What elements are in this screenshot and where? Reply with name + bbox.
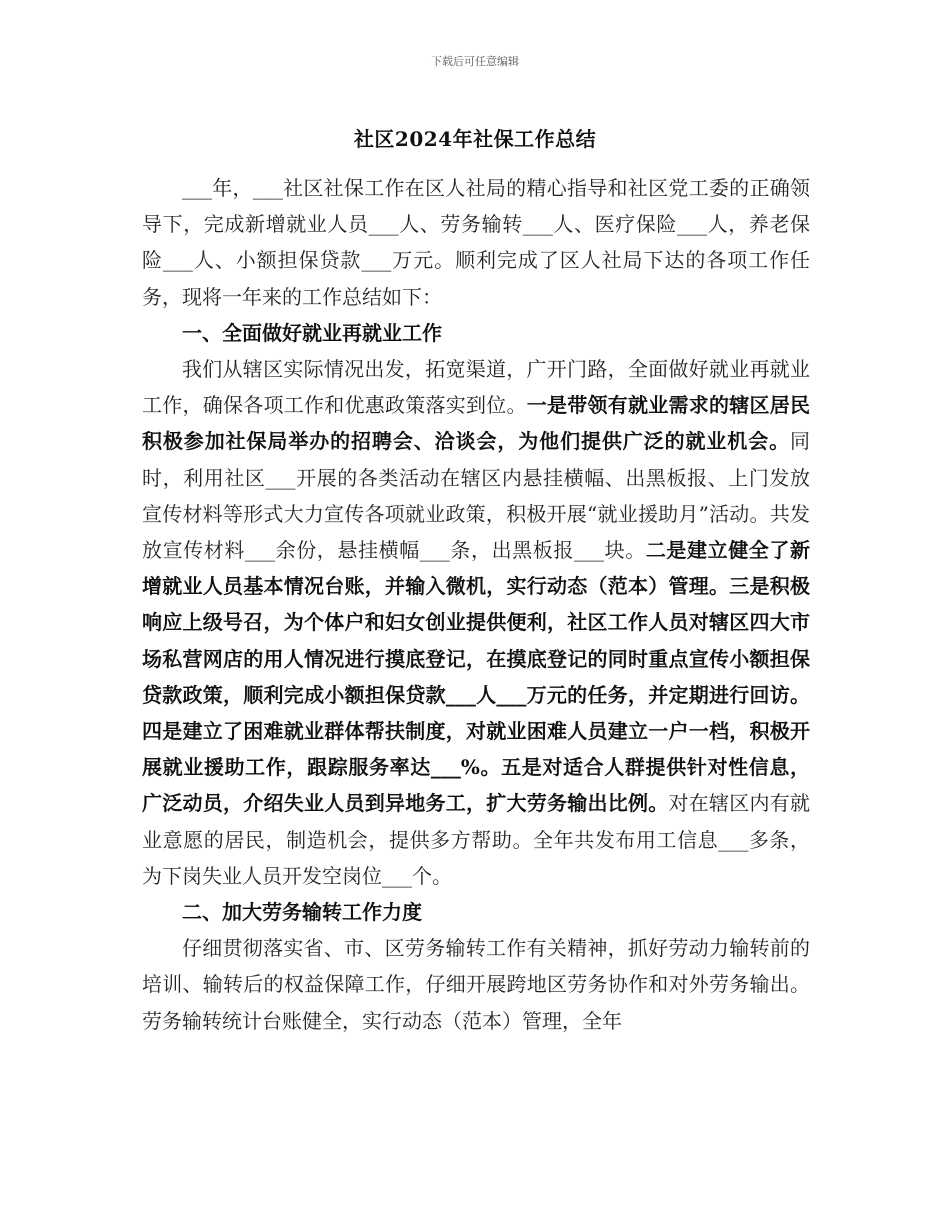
section-1-paragraph [142,351,810,894]
section-2-heading: 二、加大劳务输转工作力度 [182,900,422,925]
document-title: 社区2024年社保工作总结 [353,127,597,151]
section-1-bold-a: 一是带领有就业需求的辖区居民积极参加社保局举办的招聘会、洽谈会，为他们提供广泛的就业机会。 [142,393,810,454]
page-header-note: 下载后可任意编辑 [431,55,519,68]
section-2-paragraph: 仔细贯彻落实省、市、区劳务输转工作有关精神，抓好劳动力输转前的培训、输转后的权益保障工作，仔细开展跨地区劳务协作和对外劳务输出。劳务输转统计台账健全，实行动态（范本）管理，全年 [142,936,810,1033]
document-body [142,170,810,1039]
intro-paragraph: ___年，___社区社保工作在区人社局的精心指导和社区党工委的正确领导下，完成新增就业人员___人、劳务输转___人、医疗保险___人，养老保险___人、小额担保贷款___万元。顺利完成了区人社局下达的各项工作任务，现将一年来的工作总结如下： [142,176,810,309]
section-1-text-a: 我们从辖区实际情况出发，拓宽渠道，广开门路，全面做好就业再就业工作，确保各项工作和优惠政策落实到位。 [142,357,810,418]
section-1-text-b: 同时，利用社区___开展的各类活动在辖区内悬挂横幅、出黑板报、上门发放宣传材料等形式大力宣传各项就业政策，积极开展“就业援助月”活动。共发放宣传材料___余份，悬挂横幅___条，出黑板报___块。 [142,429,810,563]
section-1-text-c: 对在辖区内有就业意愿的居民，制造机会，提供多方帮助。全年共发布用工信息___多条，为下岗失业人员开发空岗位___个。 [142,791,810,888]
section-1-heading: 一、全面做好就业再就业工作 [182,320,442,345]
section-1-bold-b: 二是建立健全了新增就业人员基本情况台账，并输入微机，实行动态（范本）管理。三是积极响应上级号召，为个体户和妇女创业提供便利，社区工作人员对辖区四大市场私营网店的用人情况进行摸底登记，在摸底登记的同时重点宣传小额担保贷款政策，顺利完成小额担保贷款___人___万元的任务，并定期进行回访。四是建立了困难就业群体帮扶制度，对就业困难人员建立一户一档，积极开展就业援助工作，跟踪服务率达___%。五是对适合人群提供针对性信息，广泛动员，介绍失业人员到异地务工，扩大劳务输出比例。 [142,538,811,816]
